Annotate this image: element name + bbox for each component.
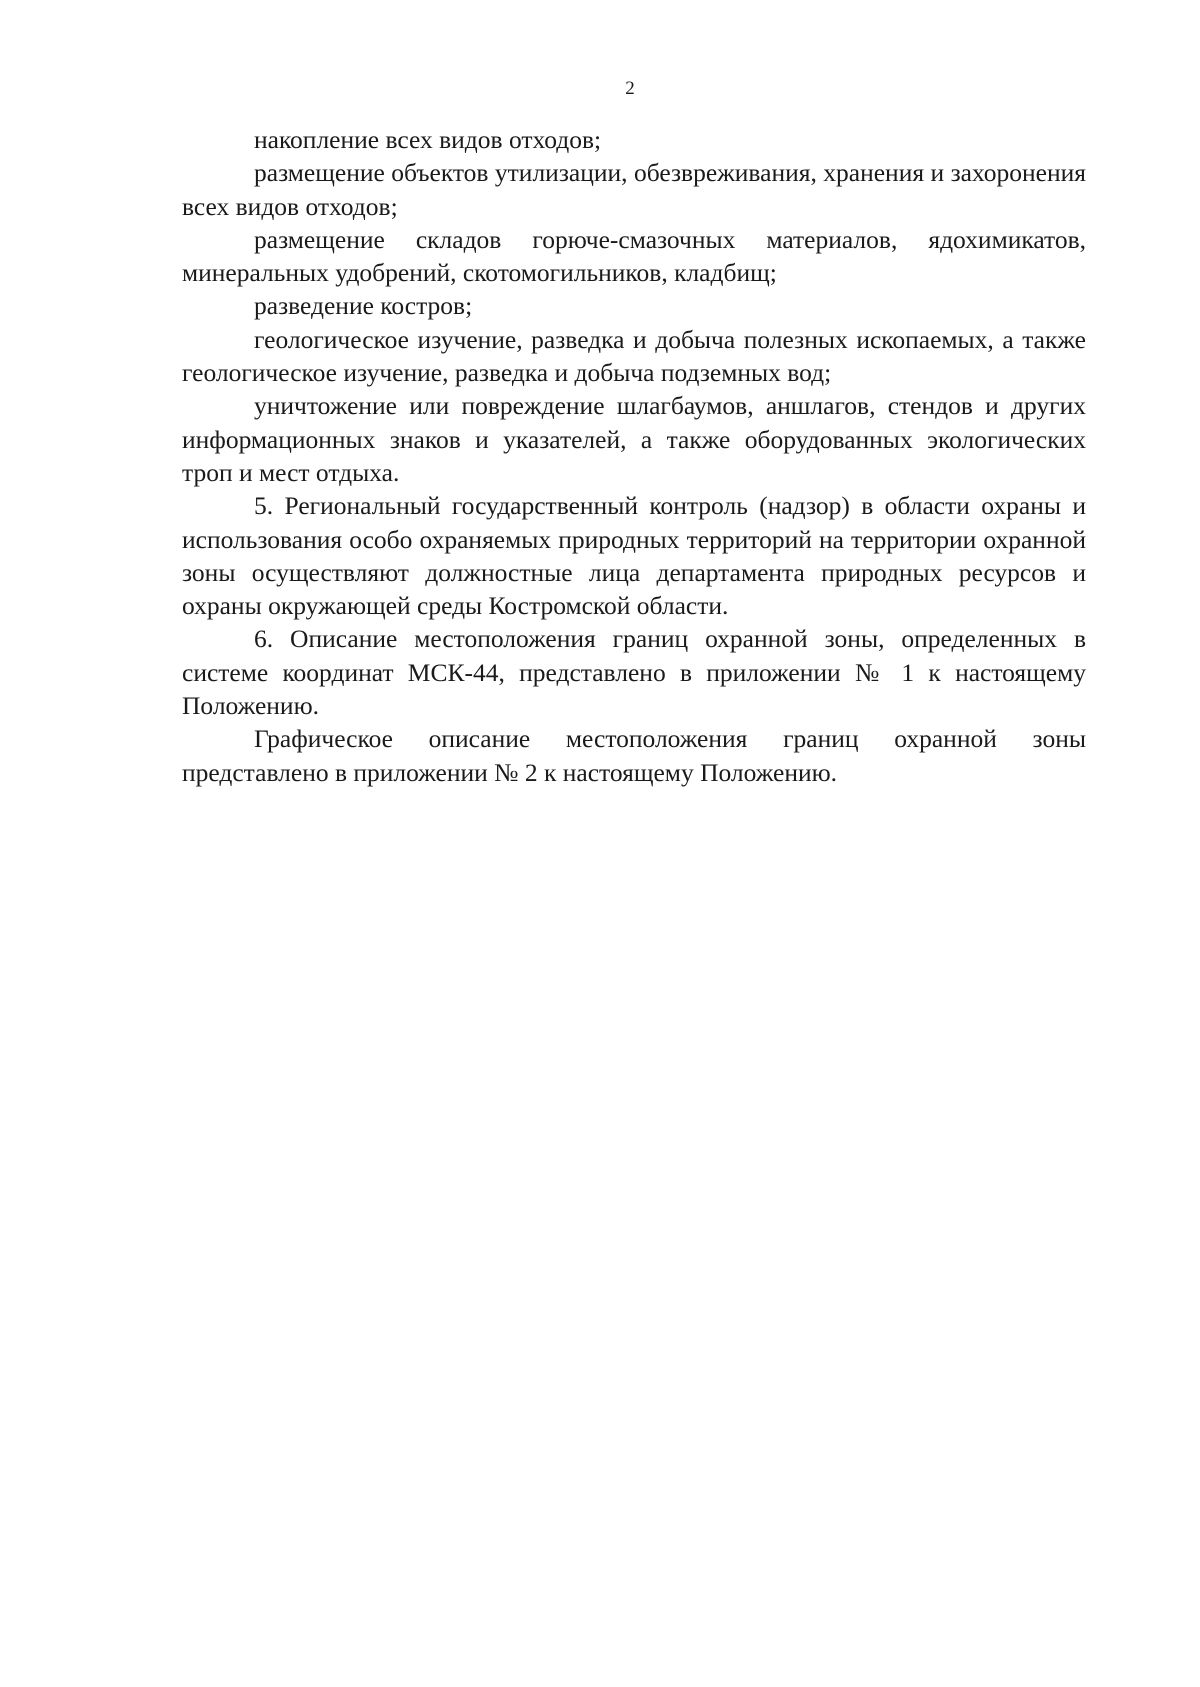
paragraph-boundary-description: 6. Описание местоположения границ охранной зоны, определенных в системе координат МСК-44, представлено в приложении № 1 к настоящему Положению. (182, 624, 1086, 721)
paragraph-graphic-description: Графическое описание местоположения границ охранной зоны представлено в приложении № 2 к настоящему Положению. (182, 724, 1086, 787)
paragraph-geological-exploration: геологическое изучение, разведка и добыча полезных ископаемых, а также геологическое изучение, разведка и добыча подземных вод; (182, 324, 1086, 388)
paragraph-regional-control: 5. Региональный государственный контроль (надзор) в области охраны и использования особо охраняемых природных территорий на территории охранной зоны осуществляют должностные лица департамента природных ресурсов и охраны окружающей среды Костромской области. (182, 491, 1086, 621)
paragraph-waste-accumulation: накопление всех видов отходов; (254, 125, 602, 154)
page-number: 2 (625, 78, 635, 99)
paragraph-campfires: разведение костров; (254, 291, 473, 321)
paragraph-storage-warehouses: размещение складов горюче-смазочных материалов, ядохимикатов, минеральных удобрений, скотомогильников, кладбищ; (182, 224, 1086, 288)
paragraph-waste-facilities: размещение объектов утилизации, обезвреживания, хранения и захоронения всех видов отходов; (182, 158, 1086, 221)
document-body (182, 123, 1086, 789)
paragraph-sign-damage: уничтожение или повреждение шлагбаумов, аншлагов, стендов и других информационных знаков и указателей, а также оборудованных экологических троп и мест отдыха. (182, 391, 1086, 487)
